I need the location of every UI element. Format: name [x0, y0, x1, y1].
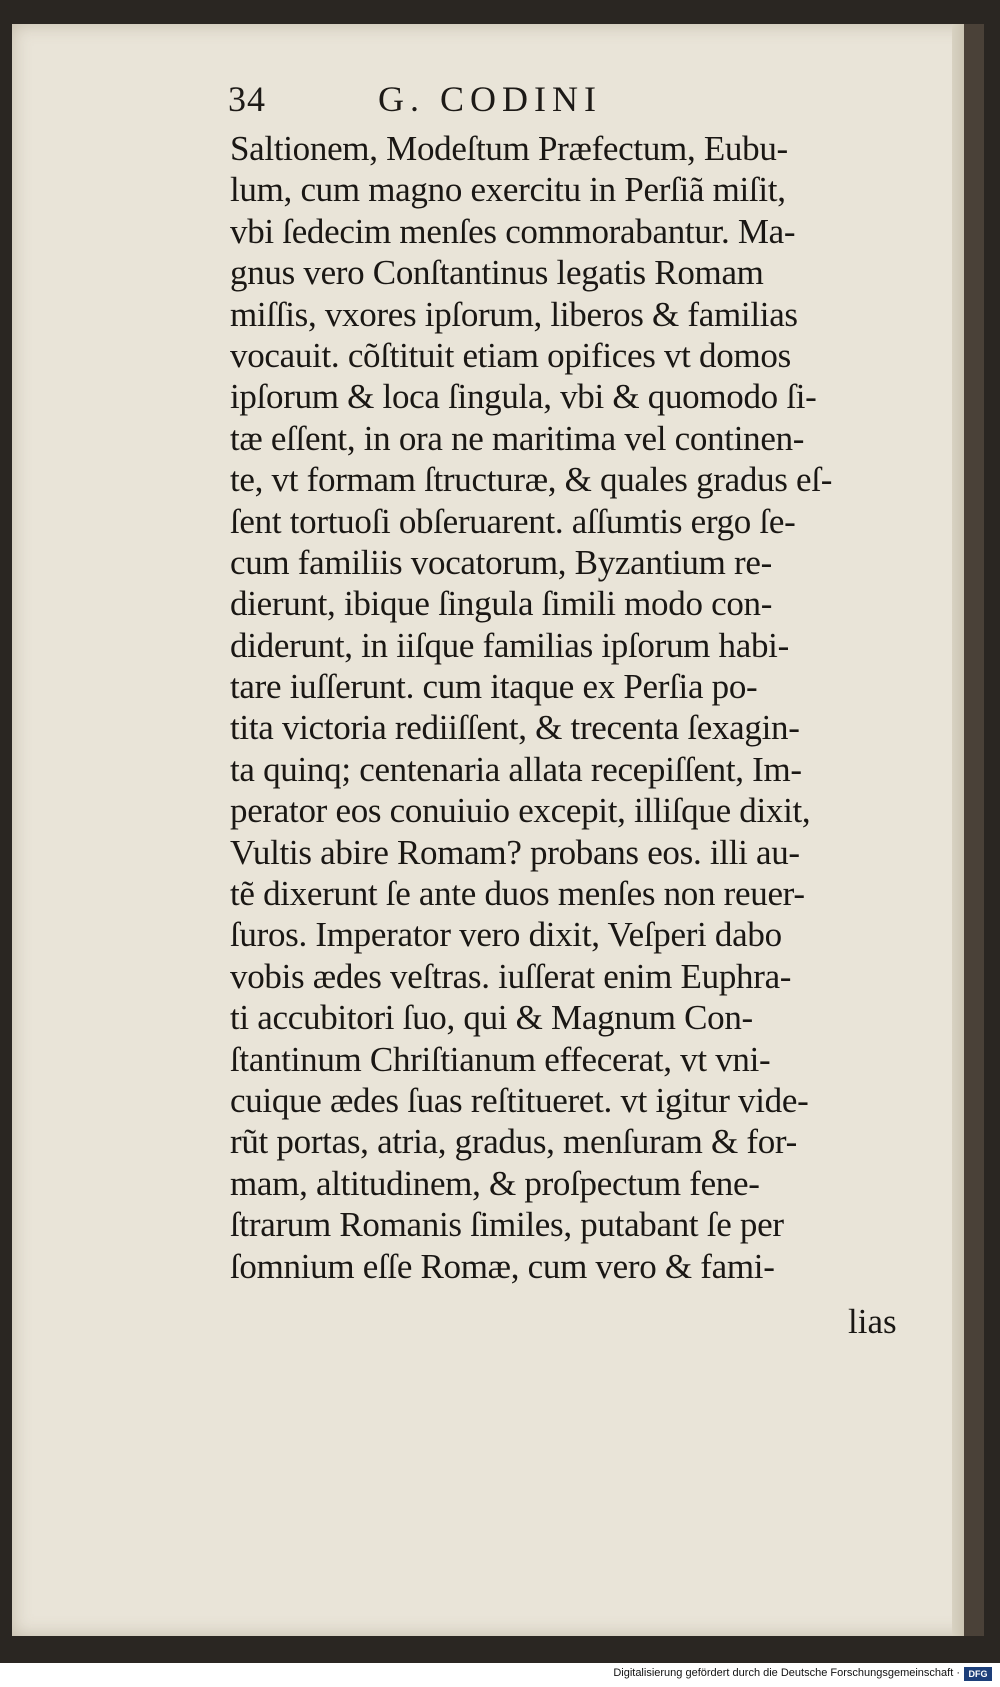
text-line: mam, altitudinem, & proſpectum fene-: [230, 1163, 760, 1203]
text-line: lum, cum magno exercitu in Perſiã miſit,: [230, 170, 786, 210]
page-number: 34: [228, 79, 266, 119]
text-line: vbi ſedecim menſes commorabantur. Ma-: [230, 211, 796, 251]
text-line: ti accubitori ſuo, qui & Magnum Con-: [230, 998, 753, 1038]
text-line: cum familiis vocatorum, Byzantium re-: [230, 542, 772, 582]
text-line: ſent tortuoſi obſeruarent. aſſumtis ergo ſe-: [230, 501, 796, 541]
text-line: te, vt formam ſtructuræ, & quales gradus eſ-: [230, 460, 833, 500]
body-text: [230, 128, 930, 1287]
text-line: miſſis, vxores ipſorum, liberos & familias: [230, 294, 798, 334]
text-line: ipſorum & loca ſingula, vbi & quomodo ſi-: [230, 377, 817, 417]
page-header: [228, 78, 928, 126]
text-line: ſomnium eſſe Romæ, cum vero & fami-: [230, 1246, 775, 1286]
digitization-footer: [0, 1663, 1000, 1687]
text-line: ſuros. Imperator vero dixit, Veſperi dabo: [230, 915, 782, 955]
text-line: diderunt, in iiſque familias ipſorum habi-: [230, 625, 789, 665]
footer-credit: Digitalisierung gefördert durch die Deutsche Forschungsgemeinschaft ·: [613, 1667, 960, 1679]
text-line: rũt portas, atria, gradus, menſuram & for-: [230, 1122, 797, 1162]
dfg-logo: DFG: [964, 1667, 992, 1681]
book-binding: [964, 24, 984, 1636]
text-line: Saltionem, Modeſtum Præfectum, Eubu-: [230, 129, 788, 168]
text-line: perator eos conuiuio excepit, illiſque dixit,: [230, 791, 811, 831]
text-line: tæ eſſent, in ora ne maritima vel continen-: [230, 418, 805, 458]
running-head: G. CODINI: [378, 79, 602, 119]
text-line: ta quinq; centenaria allata recepiſſent, Im-: [230, 749, 802, 789]
text-line: ſtrarum Romanis ſimiles, putabant ſe per: [230, 1205, 784, 1245]
text-line: dierunt, ibique ſingula ſimili modo con-: [230, 584, 773, 624]
catchword: lias: [848, 1302, 897, 1341]
text-line: gnus vero Conſtantinus legatis Romam: [230, 253, 764, 293]
text-line: vobis ædes veſtras. iuſſerat enim Euphra-: [230, 956, 792, 996]
text-line: cuique ædes ſuas reſtitueret. vt igitur vide-: [230, 1080, 809, 1120]
text-line: vocauit. cõſtituit etiam opifices vt domos: [230, 335, 791, 375]
text-line: Vultis abire Romam? probans eos. illi au-: [230, 832, 800, 872]
text-line: ſtantinum Chriſtianum effecerat, vt vni-: [230, 1039, 771, 1079]
text-line: tẽ dixerunt ſe ante duos menſes non reuer-: [230, 874, 805, 914]
text-line: tare iuſſerunt. cum itaque ex Perſia po-: [230, 667, 758, 707]
text-line: tita victoria rediiſſent, & trecenta ſexagin-: [230, 708, 800, 748]
